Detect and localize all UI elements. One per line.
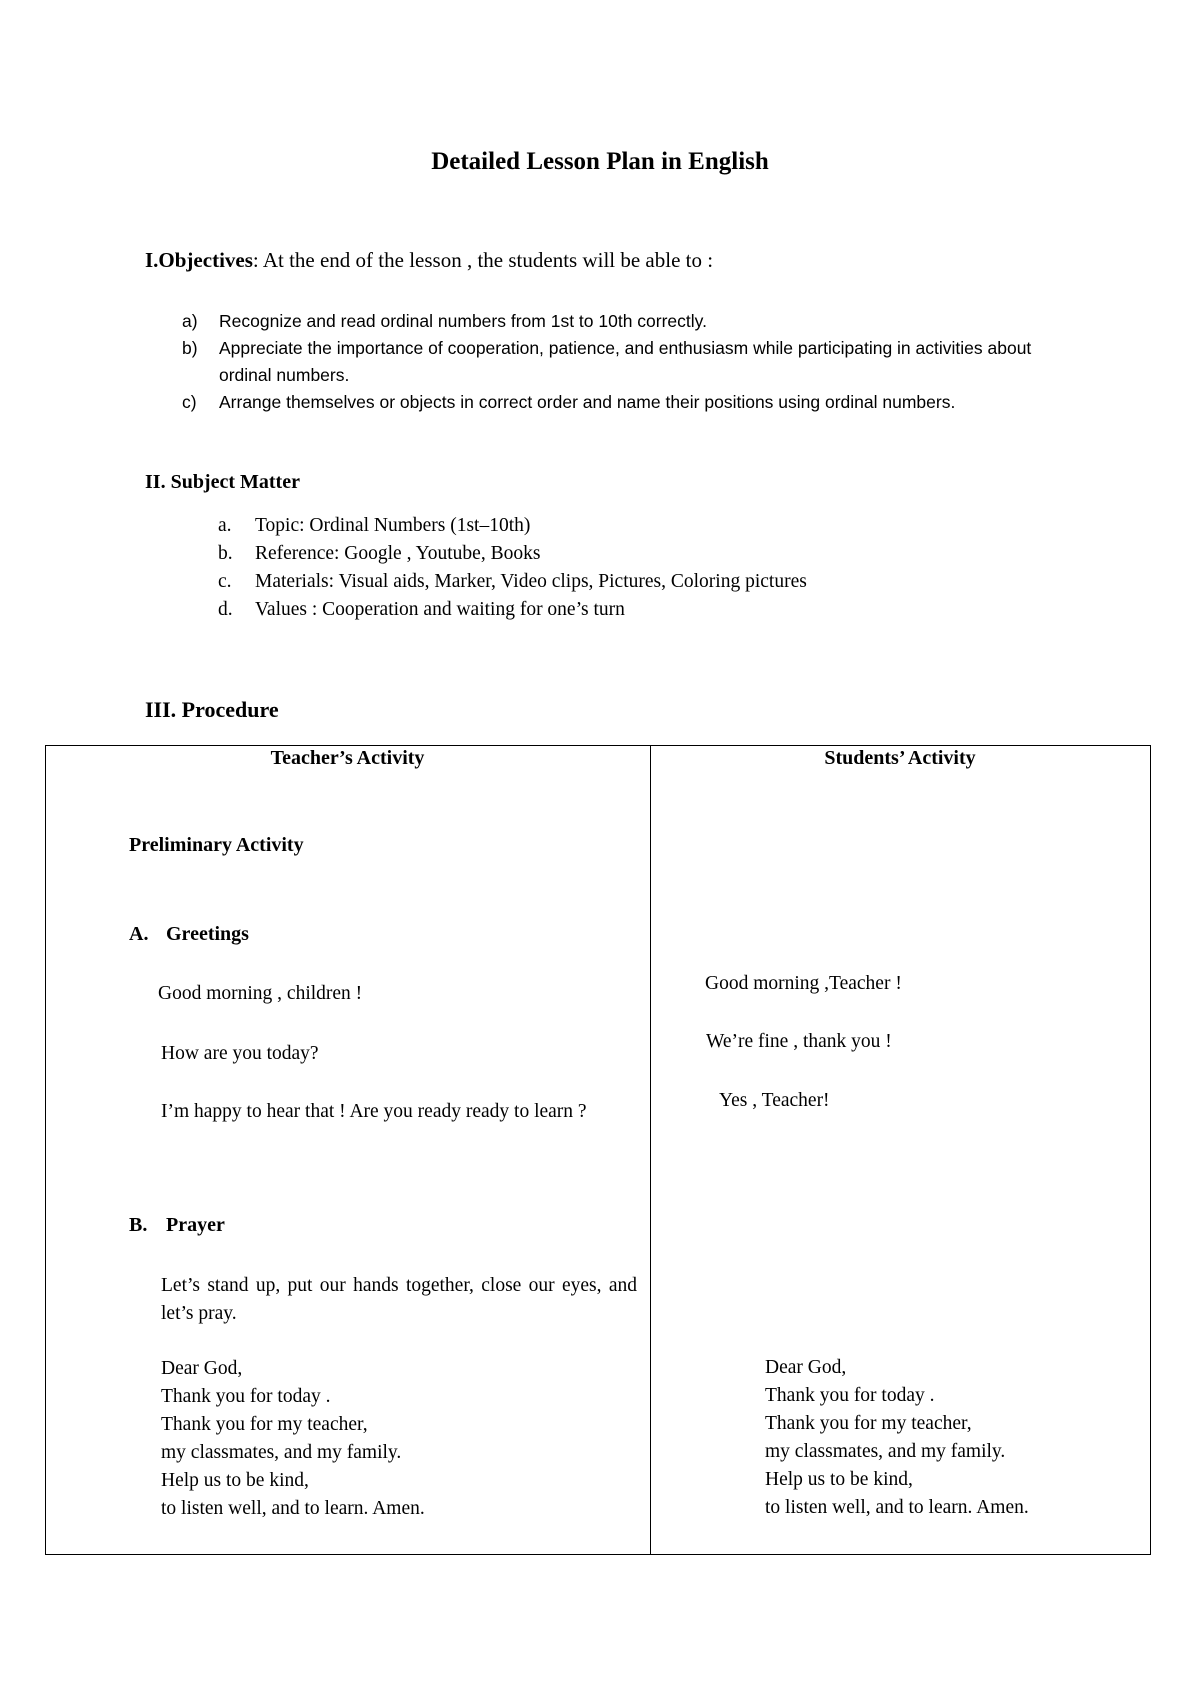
subject-matter-text: Materials: Visual aids, Marker, Video clips, Pictures, Coloring pictures bbox=[255, 571, 807, 592]
objectives-heading: I.Objectives bbox=[145, 248, 253, 272]
prayer-line: Help us to be kind, bbox=[161, 1470, 309, 1491]
prayer-line: Thank you for today . bbox=[161, 1386, 331, 1407]
student-greeting-2: We’re fine , thank you ! bbox=[706, 1031, 892, 1052]
objectives-heading-line bbox=[145, 248, 713, 273]
subject-matter-text: Reference: Google , Youtube, Books bbox=[255, 543, 541, 564]
subject-matter-text: Topic: Ordinal Numbers (1st–10th) bbox=[255, 515, 531, 536]
subject-matter-marker: b. bbox=[218, 543, 233, 564]
greetings-marker: A. bbox=[129, 923, 149, 945]
page-title: Detailed Lesson Plan in English bbox=[431, 148, 769, 175]
teacher-activity-header: Teacher’s Activity bbox=[270, 747, 425, 769]
objective-text: Recognize and read ordinal numbers from 1st to 10th correctly. bbox=[219, 311, 707, 331]
prayer-label: Prayer bbox=[166, 1214, 225, 1236]
subject-matter-marker: a. bbox=[218, 515, 232, 536]
subject-matter-marker: d. bbox=[218, 599, 233, 620]
objectives-list bbox=[182, 308, 1062, 416]
teacher-prayer bbox=[161, 1355, 425, 1523]
table-column-divider bbox=[650, 745, 651, 1555]
prayer-line: my classmates, and my family. bbox=[765, 1441, 1006, 1462]
subject-matter-text: Values : Cooperation and waiting for one’s turn bbox=[255, 599, 625, 620]
prayer-line: to listen well, and to learn. Amen. bbox=[161, 1498, 425, 1519]
teacher-greeting-2: How are you today? bbox=[161, 1043, 319, 1064]
objective-marker: b) bbox=[182, 338, 198, 358]
student-prayer bbox=[765, 1354, 1029, 1522]
subject-matter-marker: c. bbox=[218, 571, 232, 592]
prayer-line: Dear God, bbox=[765, 1357, 847, 1378]
teacher-prayer-intro: Let’s stand up, put our hands together, close our eyes, and let’s pray. bbox=[161, 1275, 637, 1324]
preliminary-activity-label: Preliminary Activity bbox=[129, 834, 304, 856]
objective-marker: c) bbox=[182, 392, 197, 412]
subject-matter-item bbox=[218, 512, 807, 540]
prayer-line: Thank you for my teacher, bbox=[765, 1413, 972, 1434]
subject-matter-list bbox=[218, 512, 807, 624]
objective-item bbox=[182, 308, 1062, 335]
objective-text: Arrange themselves or objects in correct order and name their positions using ordinal numbers. bbox=[219, 392, 956, 412]
subject-matter-item bbox=[218, 568, 807, 596]
objectives-intro: : At the end of the lesson , the students will be able to : bbox=[252, 248, 714, 272]
greetings-heading bbox=[129, 923, 249, 946]
teacher-greeting-3: I’m happy to hear that ! Are you ready ready to learn ? bbox=[161, 1101, 587, 1122]
prayer-line: Help us to be kind, bbox=[765, 1469, 913, 1490]
students-activity-header: Students’ Activity bbox=[824, 747, 976, 769]
prayer-line: Thank you for today . bbox=[765, 1385, 935, 1406]
student-greeting-3: Yes , Teacher! bbox=[719, 1090, 830, 1111]
prayer-line: to listen well, and to learn. Amen. bbox=[765, 1497, 1029, 1518]
prayer-heading bbox=[129, 1214, 225, 1237]
subject-matter-item bbox=[218, 596, 807, 624]
prayer-line: my classmates, and my family. bbox=[161, 1442, 402, 1463]
objective-item bbox=[182, 335, 1062, 389]
student-greeting-1: Good morning ,Teacher ! bbox=[705, 973, 902, 994]
objective-item bbox=[182, 389, 1062, 416]
prayer-marker: B. bbox=[129, 1214, 148, 1236]
objective-text: Appreciate the importance of cooperation, patience, and enthusiasm while participating in activities about ordinal numbers. bbox=[219, 338, 1032, 385]
prayer-line: Dear God, bbox=[161, 1358, 243, 1379]
subject-matter-item bbox=[218, 540, 807, 568]
teacher-greeting-1: Good morning , children ! bbox=[158, 983, 363, 1004]
greetings-label: Greetings bbox=[166, 923, 249, 945]
procedure-heading: III. Procedure bbox=[145, 697, 279, 722]
prayer-line: Thank you for my teacher, bbox=[161, 1414, 368, 1435]
objective-marker: a) bbox=[182, 311, 198, 331]
subject-matter-heading: II. Subject Matter bbox=[145, 471, 300, 493]
